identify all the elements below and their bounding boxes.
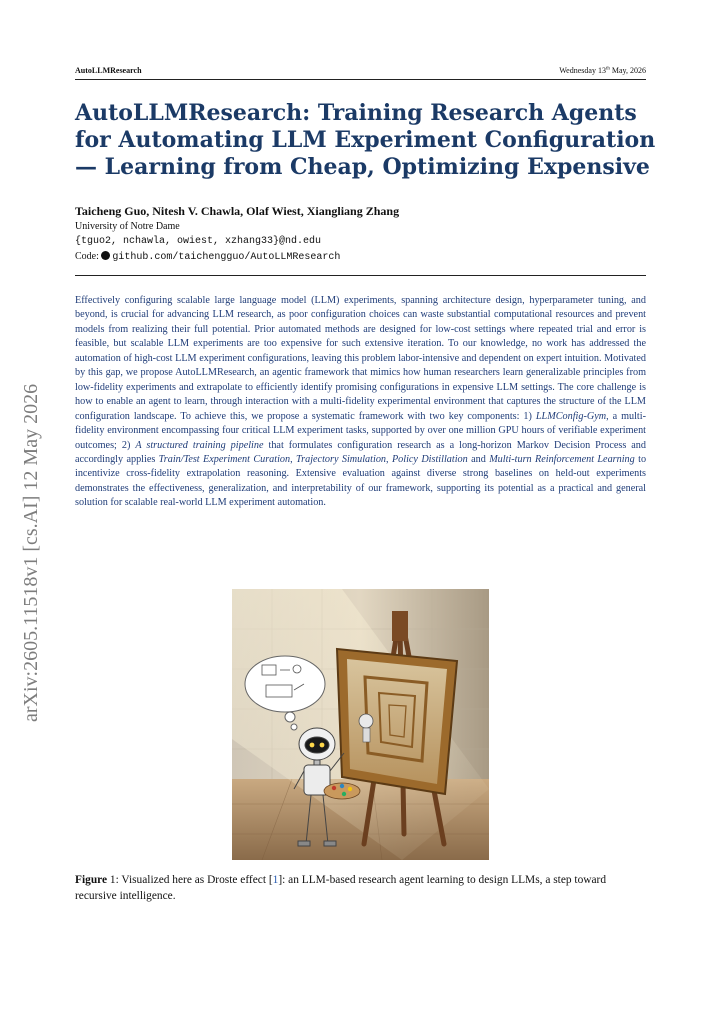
- figure-caption: Figure 1: Visualized here as Droste effect [1]: an LLM-based research agent learning to design LLMs, a step toward recursive intelligence.: [75, 874, 607, 902]
- code-link-line: [75, 251, 340, 263]
- pipeline-name: A structured training pipeline: [135, 439, 264, 451]
- title-line: AutoLLMResearch: Training Research Agents: [75, 100, 637, 126]
- author-list: Taicheng Guo, Nitesh V. Chawla, Olaf Wiest, Xiangliang Zhang: [75, 204, 400, 218]
- title-line: for Automating LLM Experiment Configuration: [75, 127, 656, 153]
- affiliation: University of Notre Dame: [75, 221, 180, 232]
- figure-label: Figure: [75, 874, 108, 886]
- gym-name: LLMConfig-Gym: [535, 410, 607, 422]
- author-emails: {tguo2, nchawla, owiest, xzhang33}@nd.edu: [75, 236, 322, 247]
- code-label: Code:: [75, 251, 99, 262]
- paper-title: [75, 100, 656, 181]
- arxiv-identifier: arXiv:2605.11518v1 [cs.AI] 12 May 2026: [20, 383, 42, 722]
- section-rule: [75, 275, 646, 276]
- droste-robot-illustration: [232, 589, 489, 860]
- abstract: Effectively configuring scalable large language model (LLM) experiments, spanning architecture design, hyperparameter tuning, and beyond, is crucial for advancing LLM research, as poor configuration choices can waste substantial computational resources and prevent models from realizing their full potential. Prior automated methods are designed for low-cost settings where repeated trial and error is feasible, but scalable LLM experiments are too expensive for such extensive iteration. To our knowledge, no work has addressed the automation of high-cost LLM experiment configurations, leaving this problem labor-intensive and dependent on expert intuition. Motivated by this gap, we propose AutoLLMResearch, an agentic framework that mimics how human researchers learn generalizable principles from low-fidelity experiments and extrapolate to efficiently identify promising configurations in expensive LLM settings. The core challenge is how to enable an agent to learn, through interaction with a multi-fidelity experimental environment that captures the structure of the LLM configuration landscape. To achieve this, we propose a systematic framework with two key components: 1) LLMConfig-Gym, a multi-fidelity environment encompassing four critical LLM experiment tasks, supported by over one million GPU hours of verifiable experiment outcomes; 2) A structured training pipeline that formulates configuration research as a long-horizon Markov Decision Process and accordingly applies Train/Test Experiment Curation, Trajectory Simulation, Policy Distillation and Multi-turn Reinforcement Learning to incentivize cross-fidelity extrapolation reasoning. Extensive evaluation against diverse strong baselines on held-out experiments demonstrates the effectiveness, generalization, and interpretability of our framework, supporting its potential as a practical and general solution for scalable real-world LLM experiment automation.: [75, 295, 647, 509]
- title-line: — Learning from Cheap, Optimizing Expensive: [75, 154, 650, 180]
- github-icon: [101, 251, 110, 260]
- running-header-title: AutoLLMResearch: [75, 66, 142, 75]
- citation-link[interactable]: 1: [272, 874, 279, 886]
- header-rule: [75, 79, 646, 80]
- running-header-date: Wednesday 13th May, 2026: [559, 66, 646, 75]
- code-url[interactable]: github.com/taichengguo/AutoLLMResearch: [112, 252, 341, 263]
